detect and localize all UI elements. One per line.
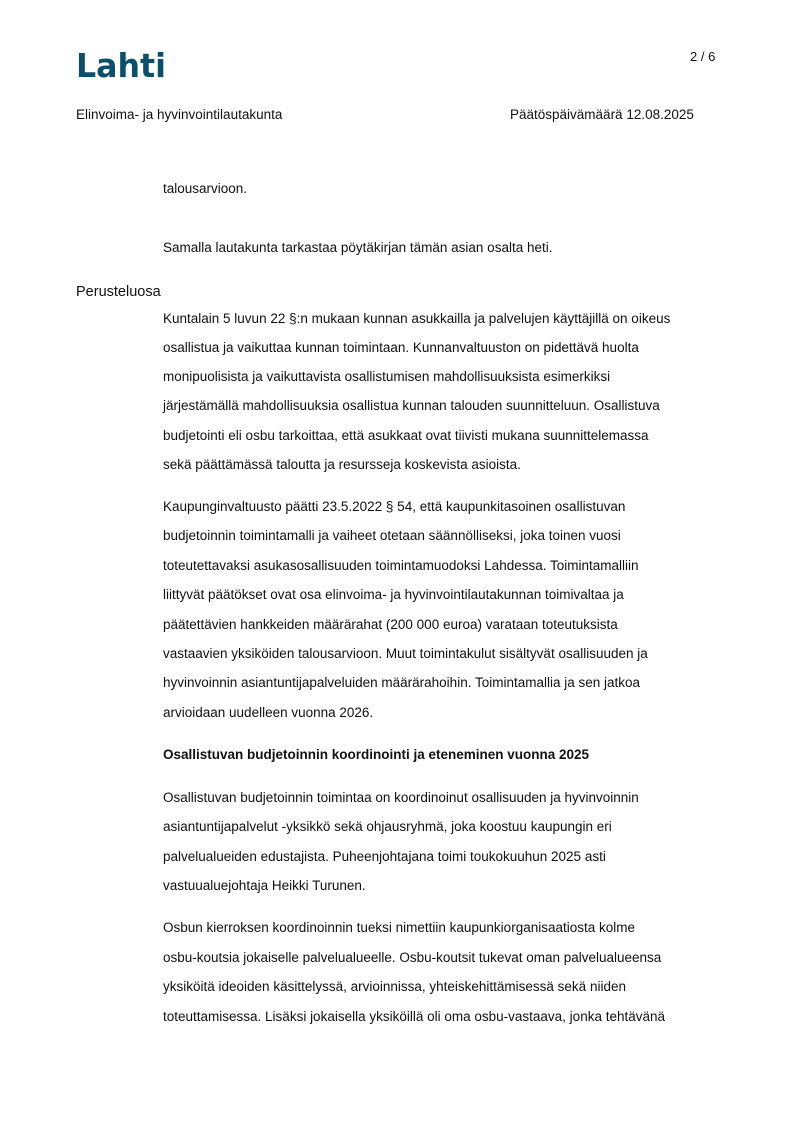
lahti-logo bbox=[76, 47, 168, 83]
paragraph-2-line: liittyvät päätökset ovat osa elinvoima- ja hyvinvointilautakunnan toimivaltaa ja bbox=[163, 587, 624, 602]
paragraph-2-line: hyvinvoinnin asiantuntijapalveluiden määrärahoihin. Toimintamallia ja sen jatkoa bbox=[163, 675, 641, 690]
paragraph-2-line: vastaavien yksiköiden talousarvioon. Muut toimintakulut sisältyvät osallisuuden ja bbox=[163, 646, 648, 661]
paragraph-3-line: Osallistuvan budjetoinnin toimintaa on koordinoinut osallisuuden ja hyvinvoinnin bbox=[163, 790, 639, 805]
paragraph-1-line: Kuntalain 5 luvun 22 §:n mukaan kunnan asukkailla ja palvelujen käyttäjillä on oikeus bbox=[163, 311, 671, 326]
paragraph-4-line: toteuttamisessa. Lisäksi jokaisella yksiköillä oli oma osbu-vastaava, jonka tehtävänä bbox=[163, 1009, 666, 1024]
subheading: Osallistuvan budjetoinnin koordinointi ja eteneminen vuonna 2025 bbox=[163, 747, 590, 762]
committee-name: Elinvoima- ja hyvinvointilautakunta bbox=[76, 107, 283, 122]
paragraph-1-line: osallistua ja vaikuttaa kunnan toimintaan. Kunnanvaltuuston on pidettävä huolta bbox=[163, 340, 639, 355]
paragraph-2-line: Kaupunginvaltuusto päätti 23.5.2022 § 54, että kaupunkitasoinen osallistuvan bbox=[163, 499, 626, 514]
paragraph-4-line: Osbun kierroksen koordinoinnin tueksi nimettiin kaupunkiorganisaatiosta kolme bbox=[163, 920, 636, 935]
paragraph-3-line: palvelualueiden edustajista. Puheenjohtajana toimi toukokuuhun 2025 asti bbox=[163, 849, 606, 864]
paragraph-4-line: osbu-koutsia jokaiselle palvelualueelle. Osbu-koutsit tukevat oman palvelualueensa bbox=[163, 950, 662, 965]
paragraph-2-line: toteutettavaksi asukasosallisuuden toimintamuodoksi Lahdessa. Toimintamalliin bbox=[163, 558, 639, 573]
intro-line-2: Samalla lautakunta tarkastaa pöytäkirjan tämän asian osalta heti. bbox=[163, 240, 553, 255]
paragraph-4-line: yksiköitä ideoiden käsittelyssä, arvioinnissa, yhteiskehittämisessä sekä niiden bbox=[163, 979, 626, 994]
paragraph-1-line: järjestämällä mahdollisuuksia osallistua kunnan talouden suunnitteluun. Osallistuva bbox=[163, 398, 660, 413]
paragraph-2-line: budjetoinnin toimintamalli ja vaiheet otetaan säännölliseksi, joka toinen vuosi bbox=[163, 528, 621, 543]
paragraph-2-line: päätettävien hankkeiden määrärahat (200 000 euroa) varataan toteutuksista bbox=[163, 617, 618, 632]
logo-wordmark: Lahti bbox=[76, 47, 166, 83]
paragraph-3-line: asiantuntijapalvelut -yksikkö sekä ohjausryhmä, joka koostuu kaupungin eri bbox=[163, 819, 612, 834]
paragraph-3-line: vastuualuejohtaja Heikki Turunen. bbox=[163, 878, 366, 893]
intro-line-1: talousarvioon. bbox=[163, 181, 248, 196]
paragraph-1-line: sekä päättämässä taloutta ja resursseja koskevista asioista. bbox=[163, 457, 521, 472]
page-number: 2 / 6 bbox=[690, 49, 716, 64]
paragraph-1-line: budjetointi eli osbu tarkoittaa, että asukkaat ovat tiivisti mukana suunnittelemassa bbox=[163, 428, 649, 443]
paragraph-1-line: monipuolisista ja vaikuttavista osallistumisen mahdollisuuksista esimerkiksi bbox=[163, 369, 611, 384]
section-label: Perusteluosa bbox=[76, 284, 161, 300]
paragraph-2-line: arvioidaan uudelleen vuonna 2026. bbox=[163, 705, 374, 720]
decision-date: Päätöspäivämäärä 12.08.2025 bbox=[510, 107, 694, 122]
